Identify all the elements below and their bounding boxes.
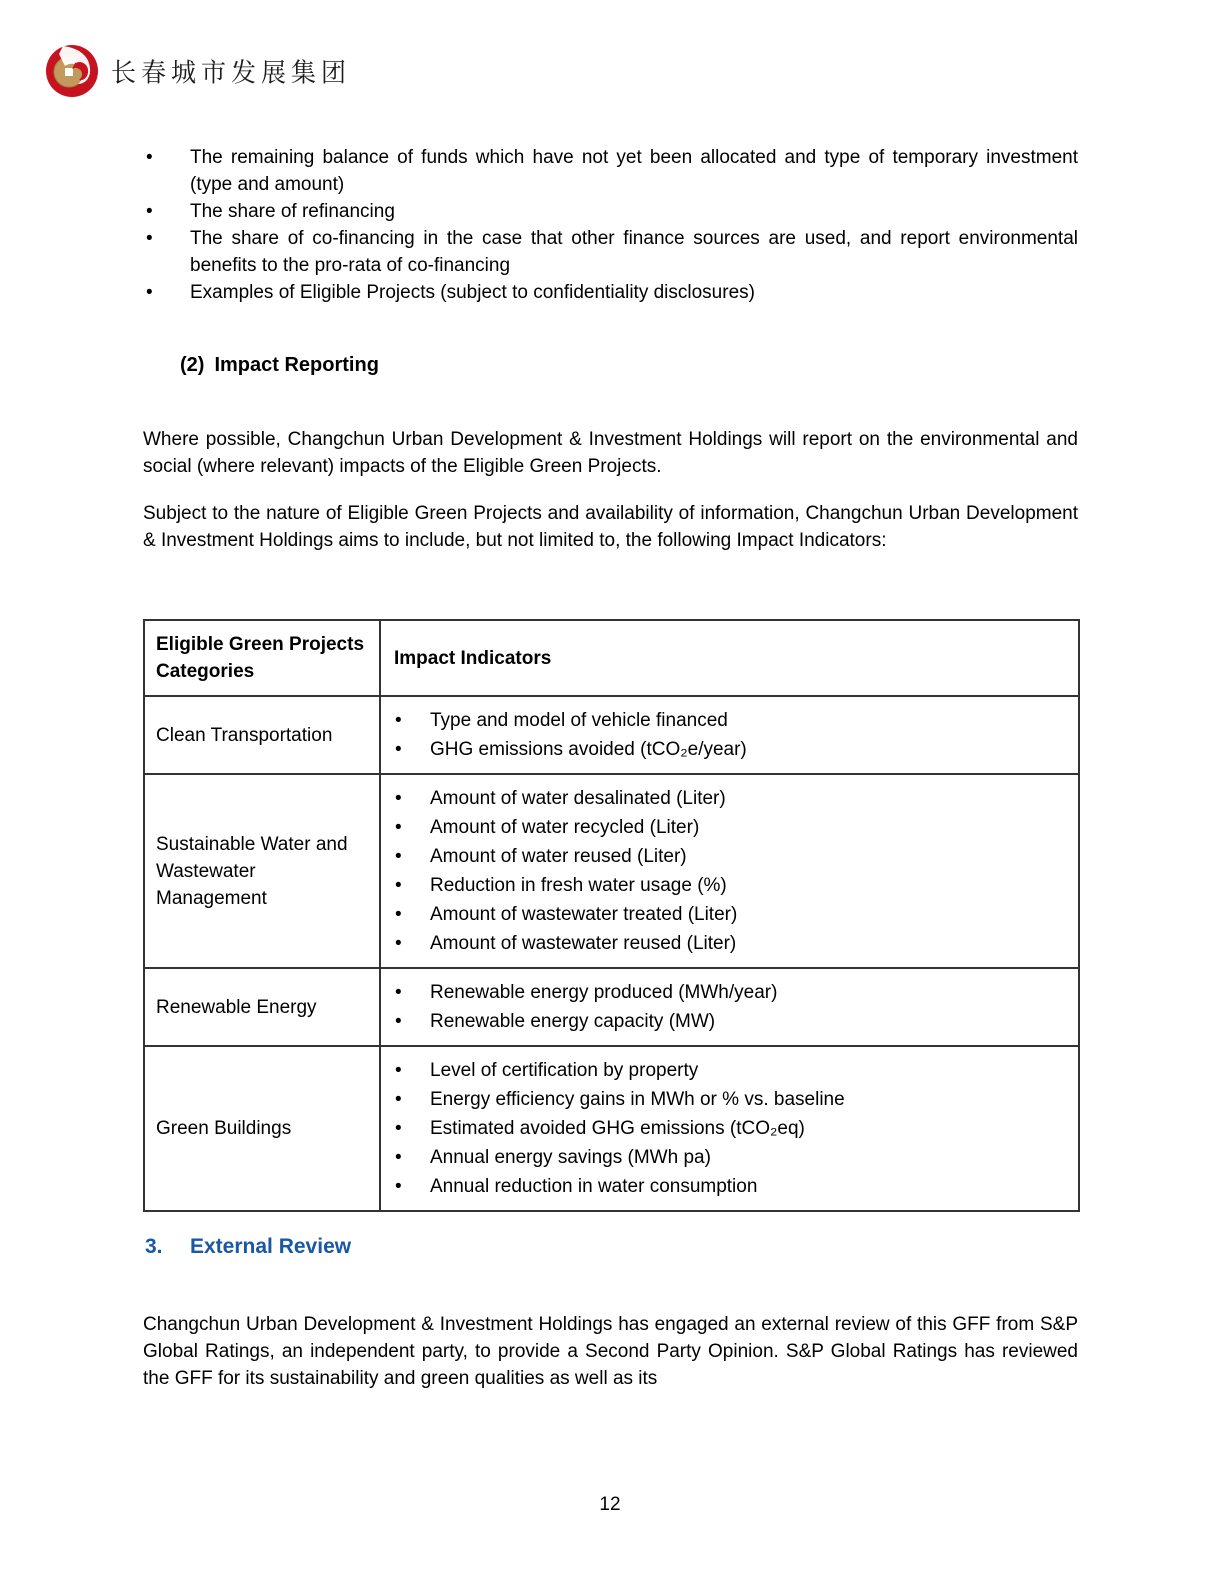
external-review-heading-number: 3. — [145, 1235, 163, 1258]
impact-indicators-table — [143, 619, 1078, 1212]
external-review-paragraph: Changchun Urban Development & Investment Holdings has engaged an external review of this GFF from S&P Global Ratings, an independent party, to provide a Second Party Opinion. S&P Global Ratings has reviewed the GFF for its sustainability and green qualities as well as its — [143, 1314, 1078, 1389]
bullet-item-examples-projects: • Examples of Eligible Projects (subject to confidentiality disclosures) — [143, 279, 1078, 306]
indicator-item: • Annual reduction in water consumption — [381, 1172, 1070, 1201]
indicator-list — [381, 706, 1070, 764]
table-row-sustainable-water — [144, 774, 1079, 968]
bullet-item-share-cofinancing: • The share of co-financing in the case that other finance sources are used, and report environmental benefits to the pro-rata of co-financing — [143, 225, 1078, 279]
category-cell: Green Buildings — [144, 1046, 380, 1211]
indicator-item: • Annual energy savings (MWh pa) — [381, 1143, 1070, 1172]
reporting-bullet-list — [143, 144, 1078, 306]
bullet-item-remaining-balance: • The remaining balance of funds which have not yet been allocated and type of temporary investment (type and amount) — [143, 144, 1078, 198]
table-header-indicators: Impact Indicators — [380, 620, 1079, 696]
company-logo — [45, 44, 351, 98]
indicator-item: • GHG emissions avoided (tCO₂e/year) — [381, 735, 1070, 764]
indicator-item: • Estimated avoided GHG emissions (tCO₂eq) — [381, 1114, 1070, 1143]
table-row-green-buildings — [144, 1046, 1079, 1211]
indicator-item: • Level of certification by property — [381, 1056, 1070, 1085]
indicator-item: • Energy efficiency gains in MWh or % vs. baseline — [381, 1085, 1070, 1114]
indicator-item: • Renewable energy capacity (MW) — [381, 1007, 1070, 1036]
external-review-heading — [145, 1235, 351, 1259]
impact-reporting-heading-number: (2) — [180, 354, 205, 376]
category-cell: Sustainable Water and Wastewater Management — [144, 774, 380, 968]
indicator-list — [381, 784, 1070, 958]
table-header-categories: Eligible Green Projects Categories — [144, 620, 380, 696]
page-number: 12 — [599, 1494, 621, 1515]
table-row-renewable-energy — [144, 968, 1079, 1046]
indicator-item: • Amount of wastewater reused (Liter) — [381, 929, 1070, 958]
indicator-list — [381, 1056, 1070, 1201]
indicator-item: • Amount of water recycled (Liter) — [381, 813, 1070, 842]
bullet-item-share-refinancing: • The share of refinancing — [143, 198, 1078, 225]
table-header-row — [144, 620, 1079, 696]
category-cell: Clean Transportation — [144, 696, 380, 774]
impact-reporting-paragraph-1: Where possible, Changchun Urban Development & Investment Holdings will report on the environmental and social (where relevant) impacts of the Eligible Green Projects. — [143, 429, 1078, 477]
table-row-clean-transportation — [144, 696, 1079, 774]
indicator-item: • Amount of water desalinated (Liter) — [381, 784, 1070, 813]
impact-reporting-heading-title: Impact Reporting — [214, 354, 379, 376]
impact-reporting-heading — [180, 354, 379, 377]
indicator-item: • Reduction in fresh water usage (%) — [381, 871, 1070, 900]
indicator-item: • Renewable energy produced (MWh/year) — [381, 978, 1070, 1007]
company-logo-icon — [45, 44, 99, 98]
indicator-item: • Amount of water reused (Liter) — [381, 842, 1070, 871]
indicator-list — [381, 978, 1070, 1036]
indicator-item: • Amount of wastewater treated (Liter) — [381, 900, 1070, 929]
company-logo-text: 长春城市发展集团 — [111, 57, 352, 88]
category-cell: Renewable Energy — [144, 968, 380, 1046]
impact-reporting-paragraph-2: Subject to the nature of Eligible Green Projects and availability of information, Changchun Urban Development & Investment Holdings aims to include, but not limited to, the following Impact Indicators: — [143, 503, 1078, 551]
external-review-heading-title: External Review — [190, 1235, 352, 1258]
indicator-item: • Type and model of vehicle financed — [381, 706, 1070, 735]
